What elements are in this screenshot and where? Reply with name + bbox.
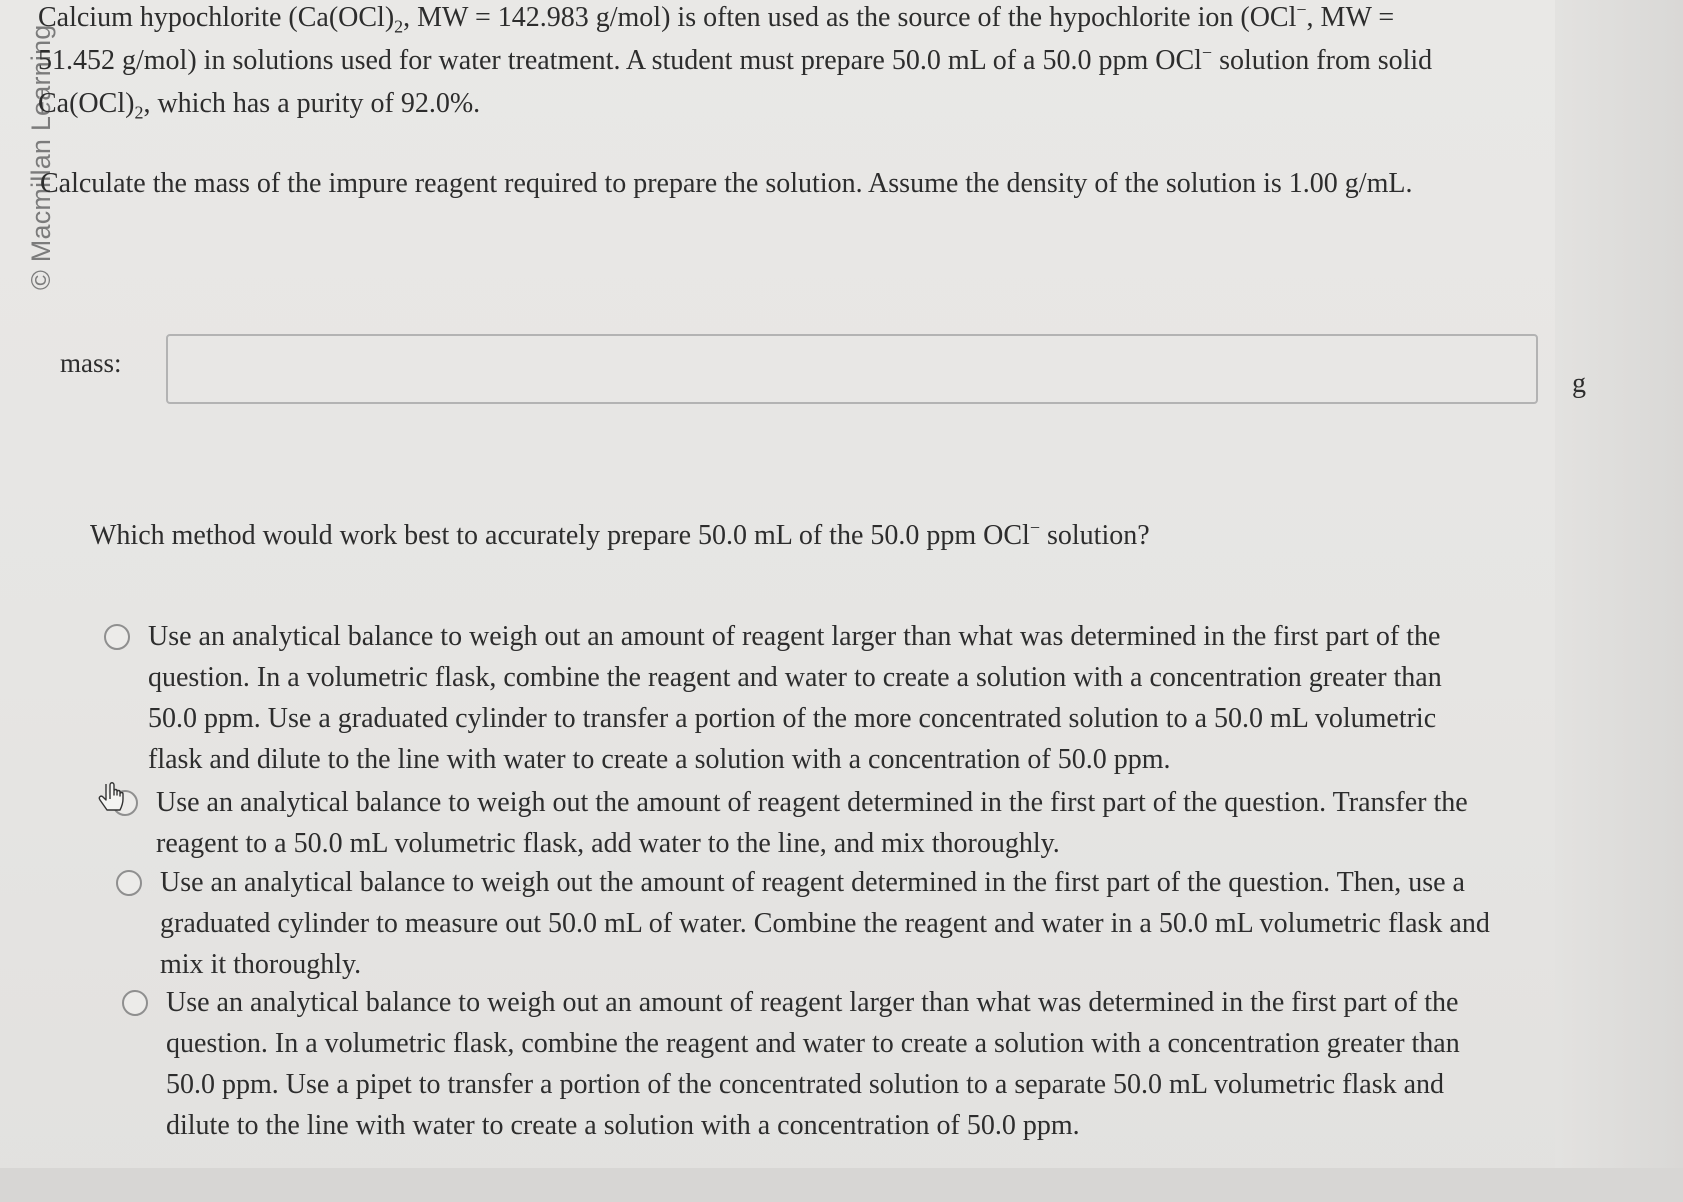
method-question: Which method would work best to accurately prepare 50.0 mL of the 50.0 ppm OCl− solution? [90,517,1150,551]
option-line: 50.0 ppm. Use a pipet to transfer a portion of the concentrated solution to a separate 50.0 mL volumetric flask and [166,1069,1445,1100]
page-bottom-strip [0,1168,1683,1202]
option-line: graduated cylinder to measure out 50.0 mL of water. Combine the reagent and water in a 50.0 mL volumetric flask and [160,908,1490,939]
method-option-c[interactable] [160,862,1580,985]
mass-label: mass: [60,348,122,378]
intro-line-3: $Ca(OCl)_2$, which has a purity of 92.0%. [38,88,481,123]
option-line: dilute to the line with water to create a solution with a concentration of 50.0 ppm. [166,1110,1080,1141]
option-line: flask and dilute to the line with water to create a solution with a concentration of 50.0 ppm. [148,744,1171,775]
method-option-d[interactable] [166,982,1586,1146]
option-line: Use an analytical balance to weigh out an amount of reagent larger than what was determined in the first part of the [148,621,1441,652]
radio-button[interactable] [104,624,130,650]
intro-line-1: Calcium hypochlorite ($Ca(OCl)_2$, MW = 142.983 g/mol) is often used as the source of the hypochlorite ion (OCl−, MW = [38,0,1395,37]
option-line: mix it thoroughly. [160,949,362,980]
option-line: reagent to a 50.0 mL volumetric flask, add water to the line, and mix thoroughly. [156,828,1060,859]
option-line: 50.0 ppm. Use a graduated cylinder to transfer a portion of the more concentrated solution to a 50.0 mL volumetric [148,703,1437,734]
problem-intro [38,0,1558,125]
calculation-prompt: Calculate the mass of the impure reagent required to prepare the solution. Assume the density of the solution is 1.00 g/mL. [40,168,1413,199]
radio-button[interactable] [116,870,142,896]
mass-unit: g [1572,368,1586,399]
copyright-watermark: © Macmillan Learning [26,24,56,290]
intro-line-2: 51.452 g/mol) in solutions used for water treatment. A student must prepare 50.0 mL of a 50.0 ppm OCl− solution from solid [38,42,1433,76]
option-line: question. In a volumetric flask, combine the reagent and water to create a solution with a concentration greater than [148,662,1442,693]
option-line: Use an analytical balance to weigh out the amount of reagent determined in the first part of the question. Transfer the [156,787,1468,818]
option-line: Use an analytical balance to weigh out the amount of reagent determined in the first part of the question. Then, use a [160,867,1465,898]
mass-input[interactable] [166,334,1538,404]
method-option-b[interactable] [156,782,1576,864]
option-line: question. In a volumetric flask, combine the reagent and water to create a solution with a concentration greater than [166,1028,1460,1059]
radio-button[interactable] [122,990,148,1016]
option-line: Use an analytical balance to weigh out an amount of reagent larger than what was determined in the first part of the [166,987,1459,1018]
method-option-a[interactable] [148,616,1568,780]
hand-pointer-icon [96,782,126,814]
